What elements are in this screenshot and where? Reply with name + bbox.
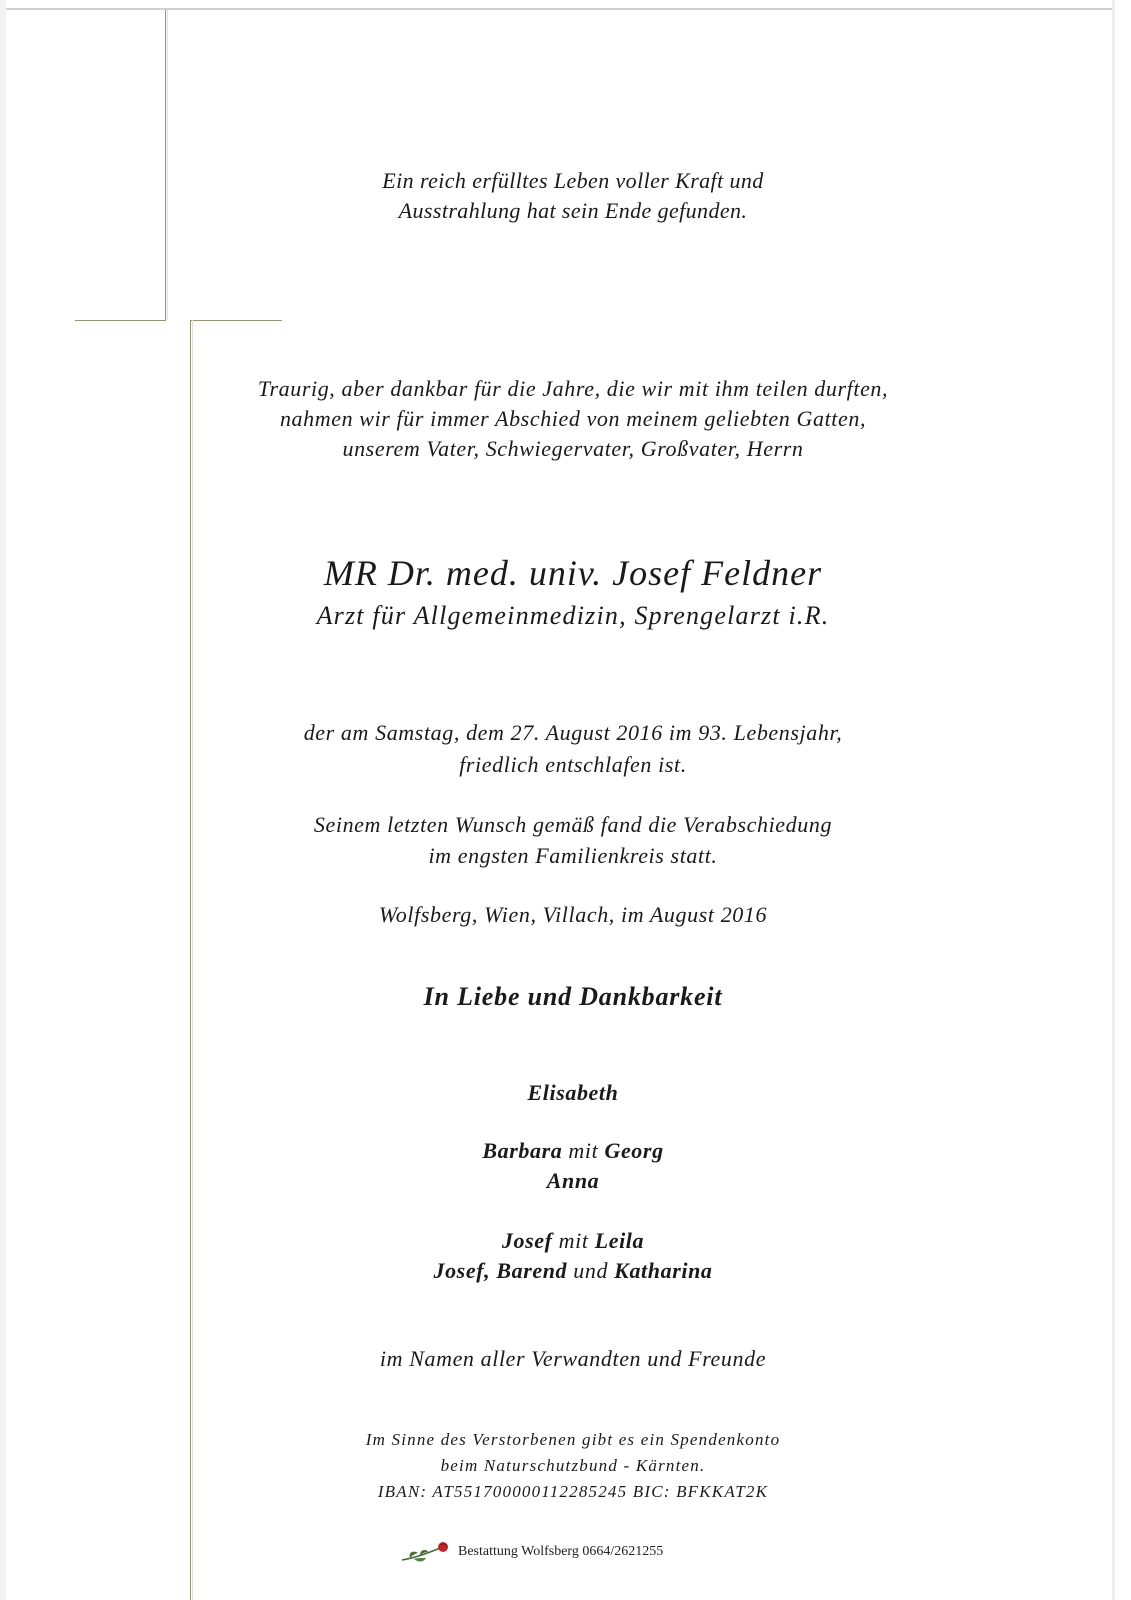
farewell-line-1: Seinem letzten Wunsch gemäß fand die Verabschiedung xyxy=(313,812,833,837)
farewell-line-2: im engsten Familienkreis statt. xyxy=(428,843,718,868)
donation-line-3: IBAN: AT551700000112285245 BIC: BFKKAT2K xyxy=(377,1482,769,1501)
announcement-line-3: unserem Vater, Schwiegervater, Großvater, Herrn xyxy=(342,436,804,461)
family-name: Leila xyxy=(594,1228,645,1253)
funeral-home-text: Bestattung Wolfsberg 0664/2621255 xyxy=(458,1544,664,1559)
death-notice-line-2: friedlich entschlafen ist. xyxy=(459,752,687,777)
family-name: Georg xyxy=(604,1138,664,1163)
deceased-name: MR Dr. med. univ. Josef Feldner xyxy=(323,553,823,593)
family-conjunction: mit xyxy=(562,1138,605,1163)
footer xyxy=(400,1540,663,1564)
cross-right-arm xyxy=(190,320,282,321)
relatives-line: im Namen aller Verwandten und Freunde xyxy=(379,1346,767,1371)
cross-upper-shade xyxy=(167,10,168,320)
family-conjunction: mit xyxy=(552,1228,595,1253)
rose-icon xyxy=(400,1540,452,1564)
cross-lower-line xyxy=(190,320,191,1600)
page-edge-right xyxy=(1112,0,1115,1600)
family-line-3 xyxy=(193,1168,953,1194)
cross-upper-line xyxy=(165,10,166,320)
family-name: Anna xyxy=(546,1168,600,1193)
family-conjunction: und xyxy=(567,1258,615,1283)
intro-line-2: Ausstrahlung hat sein Ende gefunden. xyxy=(398,198,748,223)
family-name: Josef, Barend xyxy=(433,1258,568,1283)
announcement-line-2: nahmen wir für immer Abschied von meinem geliebten Gatten, xyxy=(279,406,867,431)
family-name: Katharina xyxy=(614,1258,713,1283)
family-name: Barbara xyxy=(482,1138,563,1163)
cross-lower-shade xyxy=(192,320,193,1600)
family-line-2 xyxy=(193,1138,953,1164)
closing-phrase: In Liebe und Dankbarkeit xyxy=(423,982,723,1011)
place-date: Wolfsberg, Wien, Villach, im August 2016 xyxy=(378,902,768,927)
announcement-line-1: Traurig, aber dankbar für die Jahre, die wir mit ihm teilen durften, xyxy=(257,376,889,401)
donation-line-1: Im Sinne des Verstorbenen gibt es ein Spendenkonto xyxy=(365,1430,781,1449)
family-spouse xyxy=(193,1080,953,1106)
cross-left-arm xyxy=(75,320,166,321)
family-line-4 xyxy=(193,1228,953,1254)
intro-line-1: Ein reich erfülltes Leben voller Kraft und xyxy=(382,168,764,193)
family-spouse-name: Elisabeth xyxy=(527,1080,619,1105)
donation-line-2: beim Naturschutzbund - Kärnten. xyxy=(440,1456,706,1475)
family-line-5 xyxy=(193,1258,953,1284)
deceased-profession: Arzt für Allgemeinmedizin, Sprengelarzt i.R. xyxy=(316,601,830,630)
family-name: Josef xyxy=(501,1228,553,1253)
death-notice-line-1: der am Samstag, dem 27. August 2016 im 93. Lebensjahr, xyxy=(303,720,843,745)
page-edge-left xyxy=(0,0,6,1600)
